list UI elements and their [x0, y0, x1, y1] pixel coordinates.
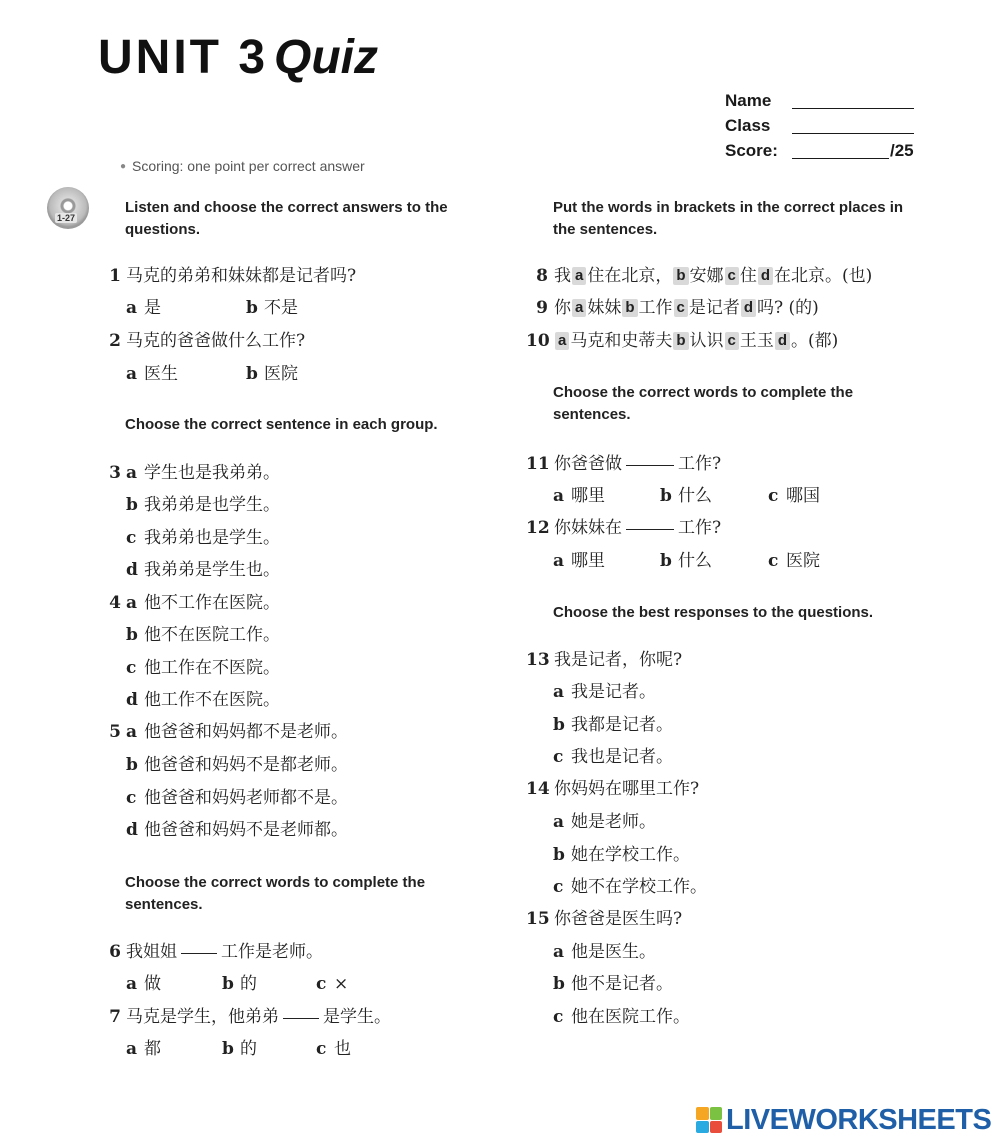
q4-option-b[interactable]: b 他不在医院工作。	[126, 625, 280, 645]
page-title	[98, 28, 378, 88]
q12-option-c[interactable]: c 医院	[768, 551, 820, 571]
q6-blank[interactable]	[181, 953, 217, 954]
q3-option-b[interactable]: b 我弟弟是也学生。	[126, 495, 280, 515]
q11-option-b[interactable]: b 什么	[660, 486, 712, 506]
bullet-icon: ●	[120, 161, 127, 172]
question-15: 15 你爸爸是医生吗?	[526, 909, 683, 929]
q15-option-a[interactable]: a 他是医生。	[553, 942, 656, 962]
q13-option-a[interactable]: a 我是记者。	[553, 682, 656, 702]
question-9: 9 你 a 妹妹 b 工作 c 是记者 d 吗? (的)	[536, 298, 819, 318]
q11-blank[interactable]	[626, 465, 674, 466]
q10-slot-a[interactable]: a	[555, 332, 569, 350]
q5-option-a[interactable]: 5 a 他爸爸和妈妈都不是老师。	[109, 722, 348, 742]
cd-track-label: 1-27	[57, 213, 76, 223]
question-1: 1 马克的弟弟和妹妹都是记者吗?	[109, 266, 357, 286]
q2-option-a[interactable]: a 医生	[126, 364, 178, 384]
q7-option-b[interactable]: b 的	[222, 1039, 257, 1059]
name-label: Name	[725, 91, 772, 110]
score-field[interactable]	[792, 158, 889, 159]
q11-option-a[interactable]: a 哪里	[553, 486, 605, 506]
class-label: Class	[725, 116, 771, 135]
q6-option-a[interactable]: a 做	[126, 974, 161, 994]
q8-slot-d[interactable]: d	[758, 267, 773, 285]
q5-option-b[interactable]: b 他爸爸和妈妈不是都老师。	[126, 755, 348, 775]
scoring-note: ● Scoring: one point per correct answer	[120, 158, 365, 174]
q3-option-d[interactable]: d 我弟弟是学生也。	[126, 560, 280, 580]
section-instruction-responses: Choose the best responses to the questions.	[553, 604, 874, 621]
q3-option-a[interactable]: 3 a 学生也是我弟弟。	[109, 463, 280, 483]
name-field[interactable]	[792, 108, 914, 109]
question-13: 13 我是记者，你呢?	[526, 650, 683, 670]
question-14: 14 你妈妈在哪里工作?	[526, 779, 700, 799]
title-quiz: Quiz	[274, 31, 379, 84]
section-instruction-words-right: Choose the correct words to complete the sentences.	[553, 384, 854, 423]
q8-slot-b[interactable]: b	[673, 267, 688, 285]
q5-option-c[interactable]: c 他爸爸和妈妈老师都不是。	[126, 788, 348, 808]
q2-option-b[interactable]: b 医院	[246, 364, 298, 384]
q9-slot-d[interactable]: d	[741, 299, 756, 317]
section-instruction-sentence: Choose the correct sentence in each group.	[125, 416, 438, 433]
section-instruction-brackets: Put the words in brackets in the correct places in the sentences.	[553, 199, 904, 238]
section-instruction-listen: Listen and choose the correct answers to the questions.	[125, 199, 448, 238]
q10-slot-c[interactable]: c	[725, 332, 739, 350]
q4-option-d[interactable]: d 他工作不在医院。	[126, 690, 280, 710]
q10-slot-b[interactable]: b	[673, 332, 688, 350]
question-6: 6 我姐姐 工作是老师。	[109, 942, 323, 962]
q5-option-d[interactable]: d 他爸爸和妈妈不是老师都。	[126, 820, 348, 840]
q13-option-c[interactable]: c 我也是记者。	[553, 747, 673, 767]
q4-option-c[interactable]: c 他工作在不医院。	[126, 658, 280, 678]
q12-blank[interactable]	[626, 529, 674, 530]
q7-option-c[interactable]: c 也	[316, 1039, 351, 1059]
q14-option-c[interactable]: c 她不在学校工作。	[553, 877, 707, 897]
question-2: 2 马克的爸爸做什么工作?	[109, 331, 306, 351]
q4-option-a[interactable]: 4 a 他不工作在医院。	[109, 593, 280, 613]
q6-option-c[interactable]: c ×	[316, 974, 349, 994]
q6-option-b[interactable]: b 的	[222, 974, 257, 994]
liveworksheets-logo-icon	[696, 1107, 722, 1133]
q1-option-b[interactable]: b 不是	[246, 298, 298, 318]
q7-option-a[interactable]: a 都	[126, 1039, 161, 1059]
question-10: 10 a 马克和史蒂夫 b 认识 c 王玉 d 。(都)	[526, 331, 839, 351]
question-12: 12 你妹妹在 工作?	[526, 518, 722, 538]
logo-text: LIVEWORKSHEETS	[726, 1103, 992, 1136]
q11-option-c[interactable]: c 哪国	[768, 486, 820, 506]
q15-option-b[interactable]: b 他不是记者。	[553, 974, 673, 994]
question-7: 7 马克是学生，他弟弟 是学生。	[109, 1007, 391, 1027]
q8-slot-a[interactable]: a	[572, 267, 586, 285]
q1-option-a[interactable]: a 是	[126, 298, 161, 318]
q9-slot-c[interactable]: c	[674, 299, 688, 317]
liveworksheets-logo[interactable]	[696, 1102, 991, 1138]
score-label: Score:	[725, 141, 778, 160]
q15-option-c[interactable]: c 他在医院工作。	[553, 1007, 690, 1027]
q12-option-b[interactable]: b 什么	[660, 551, 712, 571]
question-11: 11 你爸爸做 工作?	[526, 454, 722, 474]
q14-option-b[interactable]: b 她在学校工作。	[553, 845, 690, 865]
section-instruction-words-left: Choose the correct words to complete the sentences.	[125, 874, 426, 913]
class-field[interactable]	[792, 133, 914, 134]
q12-option-a[interactable]: a 哪里	[553, 551, 605, 571]
q13-option-b[interactable]: b 我都是记者。	[553, 715, 673, 735]
q8-slot-c[interactable]: c	[725, 267, 739, 285]
q3-option-c[interactable]: c 我弟弟也是学生。	[126, 528, 280, 548]
q9-slot-b[interactable]: b	[622, 299, 637, 317]
q7-blank[interactable]	[283, 1018, 319, 1019]
title-unit: UNIT 3	[98, 31, 269, 84]
score-max: /25	[890, 141, 914, 160]
q10-slot-d[interactable]: d	[775, 332, 790, 350]
q14-option-a[interactable]: a 她是老师。	[553, 812, 656, 832]
q9-slot-a[interactable]: a	[572, 299, 586, 317]
question-8: 8 我 a 住在北京， b 安娜 c 住 d 在北京。(也)	[536, 266, 873, 286]
